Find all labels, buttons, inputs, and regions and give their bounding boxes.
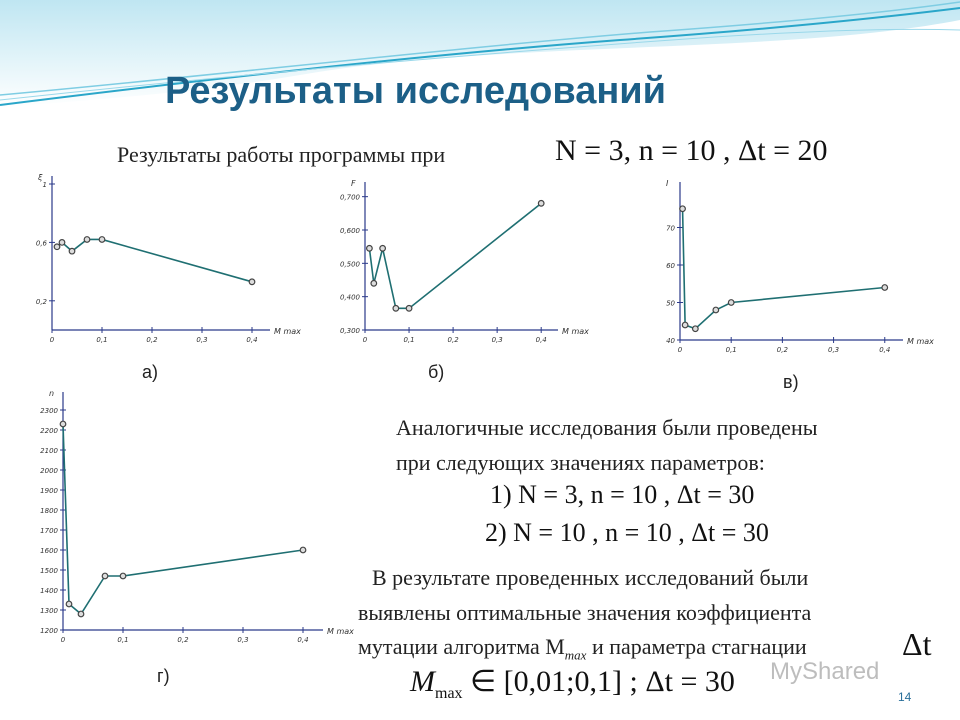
data-point (120, 573, 126, 579)
y-tick-label: 0,700 (339, 193, 360, 202)
x-tick-label: 0,4 (246, 336, 258, 344)
delta-t-symbol: Δt (902, 626, 932, 662)
data-point (728, 300, 734, 306)
panel-label-v: в) (783, 372, 799, 392)
x-tick-label: 0,4 (535, 336, 547, 344)
data-point (380, 246, 386, 252)
data-point (54, 244, 60, 250)
final-formula-rest: ∈ [0,01;0,1] ; Δt = 30 (470, 665, 735, 698)
conclusion-line-1: В результате проведенных исследований были (372, 565, 809, 590)
final-formula-m: M (410, 665, 435, 698)
data-point (300, 547, 306, 553)
x-tick-label: 0,1 (96, 336, 108, 344)
y-tick-label: 0,6 (35, 239, 47, 248)
data-point (78, 611, 84, 617)
y-tick-label: 0,300 (339, 327, 360, 335)
y-tick-label: 1 (42, 181, 47, 189)
data-point (538, 201, 544, 207)
x-tick-label: 0,3 (237, 636, 249, 644)
param-formula-2: 2) N = 10 , n = 10 , Δt = 30 (485, 518, 769, 547)
y-tick-label: 2300 (40, 407, 58, 415)
x-tick-label: 0 (362, 336, 368, 344)
x-axis-label: M max (907, 337, 934, 346)
x-tick-label: 0,1 (117, 636, 129, 644)
y-tick-label: 1500 (40, 567, 58, 575)
page-title: Результаты исследований (165, 70, 667, 112)
analog-line-2: при следующих значениях параметров: (396, 450, 765, 475)
data-point (367, 246, 373, 252)
chart-g-svg (25, 385, 354, 650)
data-point (393, 306, 399, 312)
data-point (249, 279, 255, 285)
page-number: 14 (898, 690, 912, 704)
panel-label-a: а) (142, 362, 159, 382)
watermark: MyShared (770, 658, 880, 685)
final-formula (410, 664, 735, 703)
y-tick-label: 1600 (40, 547, 58, 555)
x-tick-label: 0,3 (196, 336, 208, 344)
conclusion-line-3-a: мутации алгоритма M (358, 634, 565, 659)
chart-v (655, 179, 934, 360)
y-tick-label: 2100 (40, 447, 58, 455)
y-tick-label: 40 (666, 337, 675, 345)
y-tick-label: 1800 (40, 507, 58, 515)
chart-a-svg (30, 172, 301, 347)
y-tick-label: 1900 (40, 487, 58, 495)
conclusion-line-3 (358, 634, 807, 663)
y-tick-label: 0,600 (339, 227, 360, 235)
x-axis-label: M max (274, 327, 301, 336)
y-tick-label: 60 (666, 262, 675, 270)
y-tick-label: 0,2 (35, 297, 47, 306)
final-formula-sub: max (435, 685, 463, 702)
conclusion-line-2: выявлены оптимальные значения коэффициента (358, 600, 812, 625)
data-point (680, 206, 686, 212)
x-tick-label: 0,1 (403, 336, 415, 344)
panel-label-g: г) (157, 666, 170, 686)
x-tick-label: 0 (49, 336, 55, 344)
data-point (406, 306, 412, 312)
x-tick-label: 0,3 (828, 346, 840, 354)
y-tick-label: 1200 (40, 627, 58, 635)
y-axis-label: I (666, 179, 669, 188)
y-tick-label: 70 (666, 224, 675, 233)
y-tick-label: 2200 (40, 427, 58, 435)
chart-b-svg (335, 179, 589, 350)
x-axis-label: M max (562, 327, 589, 336)
x-tick-label: 0 (677, 346, 683, 354)
x-tick-label: 0,2 (177, 636, 189, 644)
conclusion-line-3-b: и параметра стагнации (586, 634, 807, 659)
y-tick-label: 50 (666, 299, 675, 308)
series-line (63, 424, 303, 614)
y-tick-label: 1400 (40, 587, 58, 595)
param-formula-1: 1) N = 3, n = 10 , Δt = 30 (490, 480, 755, 509)
x-tick-label: 0,2 (447, 336, 459, 344)
chart-v-svg (655, 179, 934, 360)
data-point (682, 322, 688, 328)
data-point (102, 573, 108, 579)
y-tick-label: 0,400 (339, 293, 360, 302)
intro-formula: N = 3, n = 10 , Δt = 20 (555, 134, 828, 167)
y-tick-label: 1700 (40, 527, 58, 535)
data-point (69, 248, 75, 254)
intro-text: Результаты работы программы при (117, 142, 446, 167)
data-point (59, 240, 65, 246)
x-tick-label: 0,4 (297, 636, 309, 644)
panel-label-b: б) (428, 362, 445, 382)
series-line (57, 239, 252, 281)
x-tick-label: 0,4 (879, 346, 891, 354)
y-axis-label: ξ (38, 173, 43, 182)
data-point (371, 281, 377, 287)
data-point (693, 326, 699, 332)
chart-g (25, 385, 354, 650)
x-tick-label: 0,3 (491, 336, 503, 344)
data-point (60, 421, 66, 427)
conclusion-line-3-sub: max (564, 647, 587, 663)
y-tick-label: 1300 (40, 607, 58, 615)
data-point (882, 285, 888, 291)
y-axis-label: n (49, 389, 55, 398)
chart-b (335, 179, 589, 350)
x-tick-label: 0,1 (725, 346, 737, 354)
y-tick-label: 0,500 (339, 260, 360, 269)
y-tick-label: 2000 (40, 467, 58, 475)
series-line (369, 203, 541, 308)
x-tick-label: 0,2 (146, 336, 158, 344)
data-point (66, 601, 72, 607)
data-point (99, 237, 105, 243)
x-tick-label: 0,2 (776, 346, 788, 354)
x-tick-label: 0 (60, 636, 66, 644)
data-point (713, 307, 719, 313)
chart-a (30, 172, 301, 347)
y-axis-label: F (351, 179, 356, 188)
analog-line-1: Аналогичные исследования были проведены (396, 415, 818, 440)
x-axis-label: M max (327, 627, 354, 636)
data-point (84, 237, 90, 243)
